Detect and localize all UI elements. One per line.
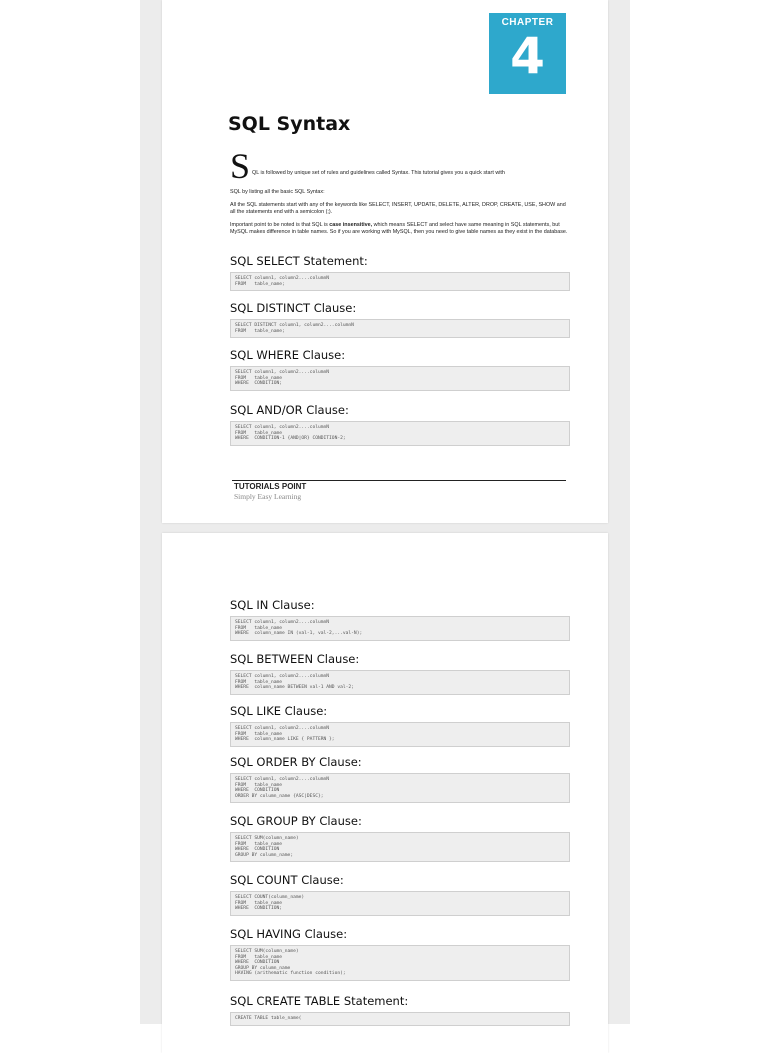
code-block: SELECT column1, column2....columnN FROM table_name WHERE CONDITION;: [230, 366, 570, 391]
section-heading: SQL DISTINCT Clause:: [230, 301, 357, 315]
section-heading: SQL SELECT Statement:: [230, 254, 368, 268]
intro-paragraph-1-cont: SQL by listing all the basic SQL Syntax:: [230, 189, 325, 195]
drop-cap: S: [230, 146, 251, 186]
section-heading: SQL GROUP BY Clause:: [230, 814, 362, 828]
page-title: SQL Syntax: [228, 113, 351, 135]
intro-text: [230, 146, 568, 242]
code-block: CREATE TABLE table_name(: [230, 1012, 570, 1026]
code-block: SELECT column1, column2....columnN FROM table_name WHERE CONDITION-1 {AND|OR} CONDITION-2;: [230, 421, 570, 446]
section-having: [230, 927, 570, 981]
section-select: [230, 254, 570, 291]
document-page-1: [162, 0, 608, 523]
footer-tagline: Simply Easy Learning: [234, 492, 302, 501]
code-block: SELECT column1, column2....columnN FROM table_name;: [230, 272, 570, 291]
document-page-2: [162, 533, 608, 1053]
section-distinct: [230, 301, 570, 338]
section-in: [230, 598, 570, 641]
code-block: SELECT COUNT(column_name) FROM table_name WHERE CONDITION;: [230, 891, 570, 916]
chapter-label: CHAPTER: [501, 17, 554, 28]
section-group-by: [230, 814, 570, 862]
intro-paragraph-3: Important point to be noted is that SQL is case insensitive, which means SELECT and select have same meaning in SQL statements, but MySQL makes difference in table names. So if you are working with MySQL, then you need to give table names as they exist in the database.: [230, 222, 568, 235]
section-heading: SQL LIKE Clause:: [230, 704, 328, 718]
code-block: SELECT column1, column2....columnN FROM table_name WHERE CONDITION ORDER BY column_name {ASC|DESC};: [230, 773, 570, 803]
section-heading: SQL AND/OR Clause:: [230, 403, 349, 417]
section-heading: SQL IN Clause:: [230, 598, 315, 612]
chapter-badge: [489, 13, 566, 94]
footer-divider: [232, 480, 566, 481]
section-heading: SQL ORDER BY Clause:: [230, 755, 362, 769]
section-create-table: [230, 994, 570, 1026]
code-block: SELECT SUM(column_name) FROM table_name WHERE CONDITION GROUP BY column_name HAVING (arithematic function condition);: [230, 945, 570, 981]
section-heading: SQL BETWEEN Clause:: [230, 652, 360, 666]
code-block: SELECT column1, column2....columnN FROM table_name WHERE column_name LIKE { PATTERN };: [230, 722, 570, 747]
section-heading: SQL HAVING Clause:: [230, 927, 348, 941]
code-block: SELECT column1, column2....columnN FROM table_name WHERE column_name BETWEEN val-1 AND val-2;: [230, 670, 570, 695]
intro-paragraph-1: QL is followed by unique set of rules and guidelines called Syntax. This tutorial gives you a quick start with: [252, 170, 505, 176]
chapter-number: 4: [510, 27, 545, 85]
section-order-by: [230, 755, 570, 803]
code-block: SELECT DISTINCT column1, column2....columnN FROM table_name;: [230, 319, 570, 338]
section-between: [230, 652, 570, 695]
footer-brand: TUTORIALS POINT: [234, 482, 307, 491]
section-where: [230, 348, 570, 391]
section-count: [230, 873, 570, 916]
section-heading: SQL COUNT Clause:: [230, 873, 344, 887]
section-heading: SQL WHERE Clause:: [230, 348, 346, 362]
intro-paragraph-2: All the SQL statements start with any of the keywords like SELECT, INSERT, UPDATE, DELETE, ALTER, DROP, CREATE, USE, SHOW and all the statements end with a semicolon (;).: [230, 202, 566, 215]
section-and-or: [230, 403, 570, 446]
section-heading: SQL CREATE TABLE Statement:: [230, 994, 409, 1008]
section-like: [230, 704, 570, 747]
code-block: SELECT column1, column2....columnN FROM table_name WHERE column_name IN (val-1, val-2,...val-N);: [230, 616, 570, 641]
code-block: SELECT SUM(column_name) FROM table_name WHERE CONDITION GROUP BY column_name;: [230, 832, 570, 862]
